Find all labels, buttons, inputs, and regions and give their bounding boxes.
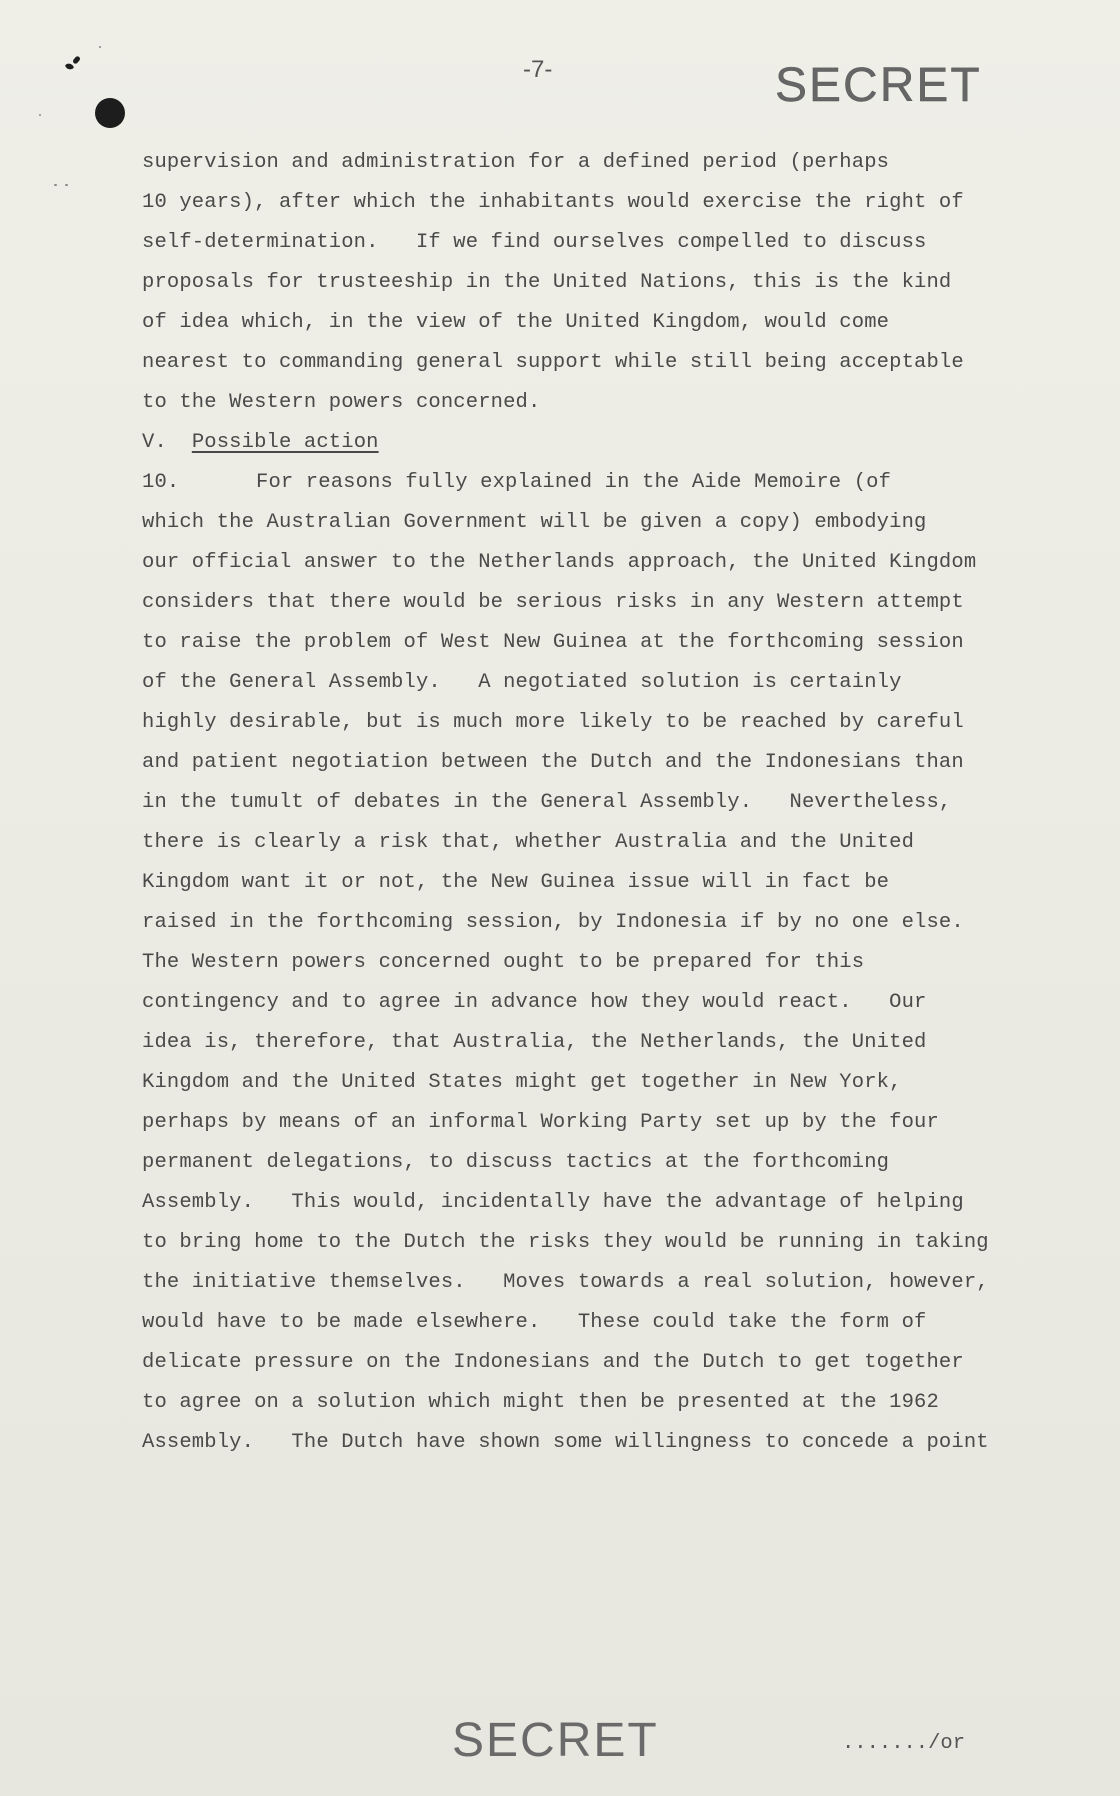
classification-stamp-bottom: SECRET <box>452 1714 659 1767</box>
text-line: Assembly. This would, incidentally have the advantage of helping <box>142 1191 964 1214</box>
ink-speck <box>65 62 75 72</box>
text-line: proposals for trusteeship in the United Nations, this is the kind <box>142 271 952 294</box>
text-line: nearest to commanding general support while still being acceptable <box>142 351 964 374</box>
dust-dot <box>39 114 41 116</box>
text-line: highly desirable, but is much more likely to be reached by careful <box>142 711 964 734</box>
text-line: considers that there would be serious risks in any Western attempt <box>142 591 964 614</box>
dust-dot <box>99 46 101 48</box>
text-line: 10 years), after which the inhabitants would exercise the right of <box>142 191 964 214</box>
text-line: which the Australian Government will be given a copy) embodying <box>142 511 927 534</box>
text-line: raised in the forthcoming session, by Indonesia if by no one else. <box>142 911 964 934</box>
paragraph-continued <box>142 143 1082 423</box>
section-heading <box>142 423 1082 463</box>
paragraph-10 <box>142 463 1082 1463</box>
text-line: of idea which, in the view of the United Kingdom, would come <box>142 311 890 334</box>
text-line: Kingdom want it or not, the New Guinea issue will in fact be <box>142 871 890 894</box>
section-title: Possible action <box>191 431 379 454</box>
text-line: The Western powers concerned ought to be prepared for this <box>142 951 865 974</box>
text-line: would have to be made elsewhere. These could take the form of <box>142 1311 927 1334</box>
text-line: permanent delegations, to discuss tactics at the forthcoming <box>142 1151 890 1174</box>
ink-speck <box>72 55 81 64</box>
text-line: contingency and to agree in advance how they would react. Our <box>142 991 927 1014</box>
text-line: self-determination. If we find ourselves compelled to discuss <box>142 231 927 254</box>
text-line: to raise the problem of West New Guinea at the forthcoming session <box>142 631 964 654</box>
text-line <box>142 463 1082 503</box>
dust-dot <box>54 184 57 186</box>
continuation-marker: ......./or <box>842 1732 966 1755</box>
text-line: to bring home to the Dutch the risks they would be running in taking <box>142 1231 989 1254</box>
text-line: Kingdom and the United States might get together in New York, <box>142 1071 902 1094</box>
text-line: to agree on a solution which might then be presented at the 1962 <box>142 1391 939 1414</box>
text-line: delicate pressure on the Indonesians and the Dutch to get together <box>142 1351 964 1374</box>
text-line: in the tumult of debates in the General Assembly. Nevertheless, <box>142 791 952 814</box>
text-line: perhaps by means of an informal Working Party set up by the four <box>142 1111 939 1134</box>
page-number: -7- <box>523 56 553 83</box>
text-line: idea is, therefore, that Australia, the Netherlands, the United <box>142 1031 927 1054</box>
section-number: V. <box>142 431 167 454</box>
document-body <box>142 143 1082 1463</box>
classification-stamp-top: SECRET <box>775 59 982 112</box>
text-line: of the General Assembly. A negotiated solution is certainly <box>142 671 902 694</box>
dust-dot <box>65 184 68 186</box>
text-line: Assembly. The Dutch have shown some willingness to concede a point <box>142 1431 989 1454</box>
text-line: our official answer to the Netherlands approach, the United Kingdom <box>142 551 977 574</box>
punch-hole-mark <box>95 98 125 128</box>
text-line: supervision and administration for a defined period (perhaps <box>142 151 890 174</box>
text-line: and patient negotiation between the Dutch and the Indonesians than <box>142 751 964 774</box>
text-line: there is clearly a risk that, whether Australia and the United <box>142 831 915 854</box>
paragraph-first-line: For reasons fully explained in the Aide Memoire (of <box>256 471 892 494</box>
paragraph-number: 10. <box>142 471 180 494</box>
text-line: the initiative themselves. Moves towards a real solution, however, <box>142 1271 989 1294</box>
text-line: to the Western powers concerned. <box>142 391 541 414</box>
